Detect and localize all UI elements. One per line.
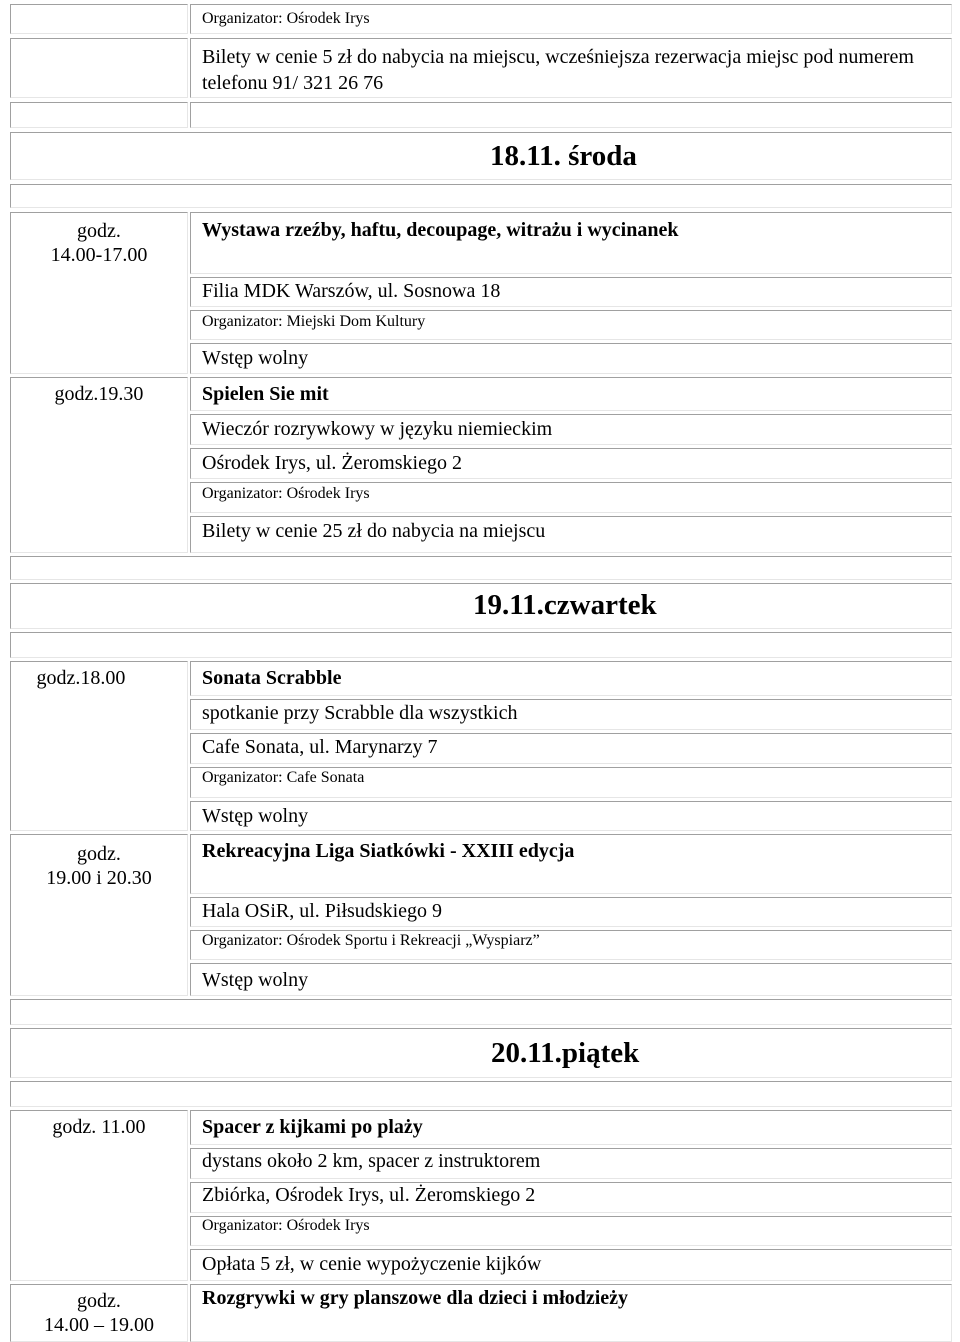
- time-cell: [10, 4, 188, 34]
- organizer-text: Organizator: Ośrodek Irys: [202, 10, 370, 27]
- spacer-cell: [190, 102, 952, 128]
- event-place: Filia MDK Warszów, ul. Sosnowa 18: [202, 280, 501, 302]
- tickets-text: Bilety w cenie 5 zł do nabycia na miejscu, wcześniejsza rezerwacja miejsc pod numerem telefonu 91/ 321 26 76: [202, 46, 914, 94]
- event-title: Sonata Scrabble: [202, 667, 342, 689]
- event-title: Spielen Sie mit: [202, 383, 329, 405]
- event-time: godz.: [77, 220, 121, 242]
- event-place: Cafe Sonata, ul. Marynarzy 7: [202, 736, 438, 758]
- spacer-cell: [10, 556, 952, 580]
- event-entry: Opłata 5 zł, w cenie wypożyczenie kijków: [202, 1253, 542, 1275]
- day-heading-cell: [10, 1028, 952, 1078]
- event-place: Ośrodek Irys, ul. Żeromskiego 2: [202, 452, 462, 474]
- event-place: Hala OSiR, ul. Piłsudskiego 9: [202, 900, 443, 922]
- event-time: 19.00 i 20.30: [46, 867, 152, 889]
- event-organizer: Organizator: Ośrodek Irys: [202, 1217, 370, 1234]
- event-time: 14.00 – 19.00: [44, 1314, 154, 1336]
- event-time: godz.: [77, 1290, 121, 1312]
- event-place: Zbiórka, Ośrodek Irys, ul. Żeromskiego 2: [202, 1184, 536, 1206]
- event-organizer: Organizator: Ośrodek Sportu i Rekreacji „Wyspiarz”: [202, 932, 540, 949]
- spacer-cell: [10, 184, 952, 208]
- spacer-cell: [10, 632, 952, 658]
- event-title: Wystawa rzeźby, haftu, decoupage, witrażu i wycinanek: [202, 219, 679, 241]
- event-description: Wieczór rozrywkowy w języku niemieckim: [202, 418, 553, 440]
- event-organizer: Organizator: Miejski Dom Kultury: [202, 313, 426, 330]
- event-time: godz. 11.00: [52, 1116, 146, 1138]
- event-time: godz.19.30: [54, 383, 144, 405]
- event-organizer: Organizator: Ośrodek Irys: [202, 485, 370, 502]
- spacer-cell: [10, 999, 952, 1025]
- event-entry: Bilety w cenie 25 zł do nabycia na miejscu: [202, 520, 546, 542]
- event-time: godz.: [77, 843, 121, 865]
- event-time: 14.00-17.00: [50, 244, 148, 266]
- event-title: Rozgrywki w gry planszowe dla dzieci i młodzieży: [202, 1287, 629, 1309]
- event-time: godz.18.00: [36, 667, 126, 689]
- event-entry: Wstęp wolny: [202, 347, 309, 369]
- event-entry: Wstęp wolny: [202, 805, 309, 827]
- day-heading: 20.11.piątek: [491, 1037, 640, 1069]
- event-title: Spacer z kijkami po plaży: [202, 1116, 423, 1138]
- spacer-cell: [10, 1081, 952, 1107]
- event-description: dystans około 2 km, spacer z instruktorem: [202, 1150, 541, 1172]
- event-organizer: Organizator: Cafe Sonata: [202, 769, 365, 786]
- event-description: spotkanie przy Scrabble dla wszystkich: [202, 702, 518, 724]
- day-heading-cell: [10, 132, 952, 180]
- day-heading: 18.11. środa: [490, 140, 637, 172]
- event-entry: Wstęp wolny: [202, 969, 309, 991]
- event-title: Rekreacyjna Liga Siatkówki - XXIII edycja: [202, 840, 575, 862]
- time-cell: [10, 38, 188, 98]
- spacer-cell: [10, 102, 188, 128]
- day-heading: 19.11.czwartek: [473, 589, 657, 621]
